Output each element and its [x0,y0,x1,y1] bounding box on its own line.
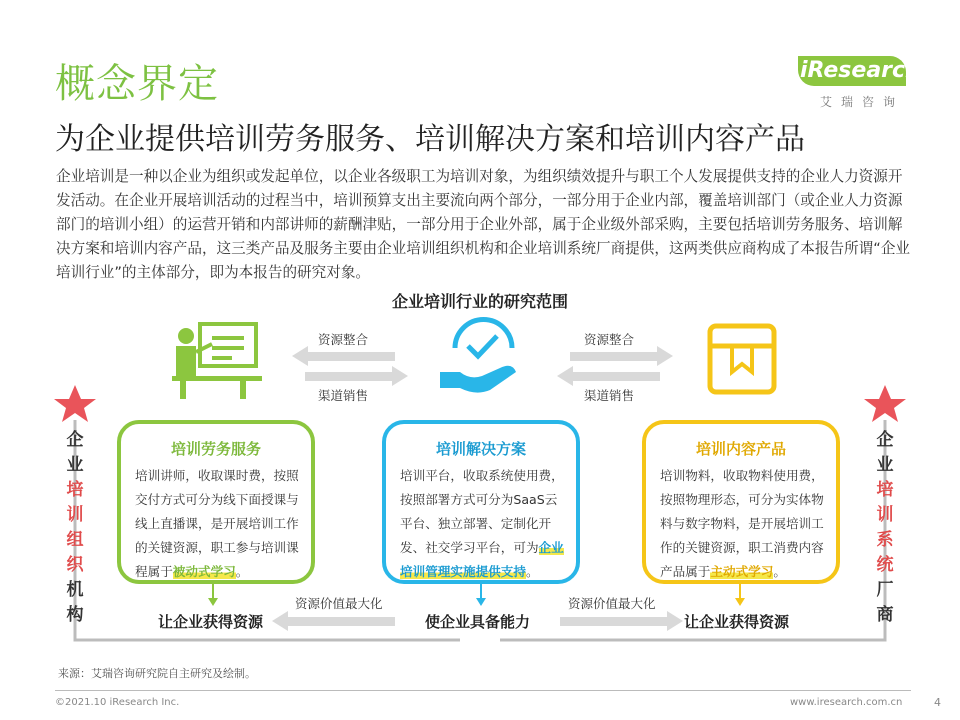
footer-divider [55,690,911,691]
left-card-down-arrow [208,598,218,606]
max-label-right: 资源价值最大化 [568,596,656,611]
logo: iResearch [800,58,921,83]
footer-copyright: ©2021.10 iResearch Inc. [55,697,180,708]
bottom-label-left: 让企业获得资源 [158,613,264,631]
right-card-down-arrow [735,598,745,606]
bottom-arrow-left [285,617,395,626]
card-highlight: 主动式学习 [710,564,774,579]
max-label-left: 资源价值最大化 [295,596,383,611]
intro-paragraph: 企业培训是一种以企业为组织或发起单位，以企业各级职工为培训对象，为组织绩效提升与职工个人发展提供支持的企业人力资源开发活动。在企业开展培训活动的过程当中，培训预算支出主要流向两个部分，一部分用于企业内部，覆盖培训部门（或企业人力资源部门的培训小组）的运营开销和内部讲师的薪酬津贴，一部分用于企业外部，属于企业级外部采购，主要包括培训劳务服务、培训解决方案和培训内容产品，这三类产品及服务主要由企业培训组织机构和企业培训系统厂商提供，这两类供应商构成了本报告所谓“企业培训行业”的主体部分，即为本报告的研究对象。 [56,168,911,281]
left-flow-arrow-bottom [305,372,395,381]
bottom-label-center: 使企业具备能力 [425,613,531,631]
footer-website[interactable]: www.iresearch.com.cn [790,697,903,708]
left-flow-arrow-top [305,352,395,361]
flow-label-bottom-left: 渠道销售 [318,388,369,403]
left-star-icon [54,385,96,422]
card-body: 培训讲师，收取课时费，按照交付方式可分为线下面授课与线上直播课，是开展培训工作的关键资源，职工参与培训课程属于被动式学习。 [135,468,299,579]
right-star-icon [864,385,906,422]
flow-label-bottom-right: 渠道销售 [584,388,635,403]
card-body: 培训物料，收取物料使用费，按照物理形态，可分为实体物料与数字物料，是开展培训工作的关键资源，职工消费内容产品属于主动式学习。 [660,468,824,579]
page-subtitle: 为企业提供培训劳务服务、培训解决方案和培训内容产品 [55,122,805,157]
diagram-title: 企业培训行业的研究范围 [391,292,568,311]
right-flow-arrow-top [570,352,660,361]
flow-label-top-right: 资源整合 [584,332,635,347]
card-title: 培训劳务服务 [170,440,261,458]
center-card-down-arrow [476,598,486,606]
card-highlight: 被动式学习 [172,564,236,579]
hand-check-icon [440,320,516,393]
card-body: 培训平台，收取系统使用费，按照部署方式可分为SaaS云平台、独立部署、定制化开发、社交学习平台，可为企业培训管理实施提供支持。 [400,468,564,579]
card-highlight: 企业培训管理实施提供支持 [400,540,564,579]
left-side-label: 企 业 培 训 组 织 机 构 [66,430,84,625]
bottom-label-right: 让企业获得资源 [684,613,790,631]
package-icon [710,326,774,392]
flow-label-top-left: 资源整合 [318,332,369,347]
card-title: 培训解决方案 [435,440,526,458]
card-training-services [117,420,315,584]
bottom-arrow-right [560,617,670,626]
right-flow-arrow-bottom [570,372,660,381]
card-training-content [642,420,840,584]
right-side-label: 企 业 培 训 系 统 厂 商 [876,430,894,625]
card-training-solutions [382,420,580,584]
presenter-icon [172,324,262,399]
page-number: 4 [934,696,941,709]
logo-subtext: 艾瑞咨询 [820,95,905,109]
source-note: 来源：艾瑞咨询研究院自主研究及绘制。 [58,667,256,680]
page-title: 概念界定 [55,61,219,107]
card-title: 培训内容产品 [695,440,786,458]
